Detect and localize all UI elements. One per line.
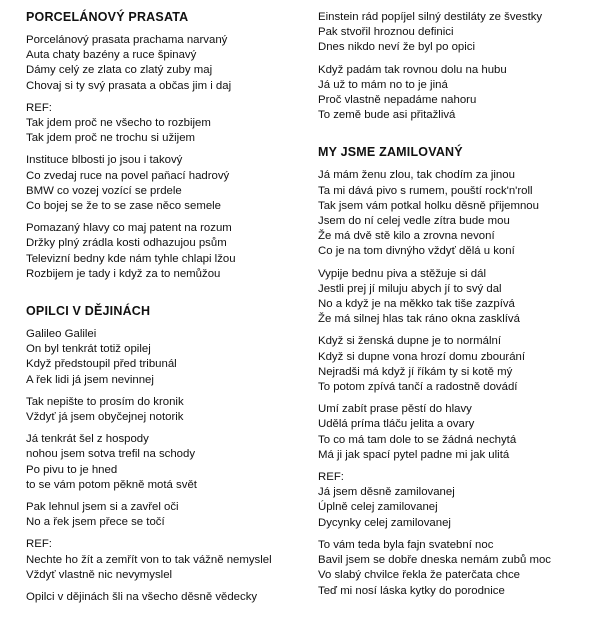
lyric-line: Instituce blbosti jo jsou i takový: [26, 154, 183, 167]
lyric-line: Tak jdem proč ne trochu si užijem: [26, 132, 196, 145]
lyric-line: Vo slabý chvilce řekla že paterčata chce: [318, 569, 520, 582]
lyric-line: Když padám tak rovnou dolu na hubu: [318, 63, 507, 76]
lyric-line: Nechte ho žít a zemřít von to tak vážně nemyslel: [26, 553, 272, 566]
lyric-line: Chovaj si ty svý prasata a občas jim i daj: [26, 79, 232, 92]
right-column: [318, 10, 594, 621]
lyric-line: Já mám ženu zlou, tak chodím za jinou: [318, 169, 515, 182]
lyric-line: Dnes nikdo neví že byl po opici: [318, 41, 476, 54]
song-my-jsme-zamilovany: [318, 145, 594, 598]
lyric-line: nohou jsem sotva trefil na schody: [26, 448, 196, 461]
lyric-line: To země bude asi přitažlivá: [318, 109, 456, 122]
lyric-line: Opilci v dějinách šli na všecho děsně vědecky: [26, 591, 258, 604]
stanza: [26, 221, 296, 282]
lyric-line: Jestli prej jí miluju abych jí to svý dal: [318, 282, 502, 295]
lyric-line: Dycynky celej zamilovanej: [318, 516, 451, 529]
song-porcelanovy-prasata: [26, 10, 296, 282]
stanza: [318, 63, 594, 124]
song-title: MY JSME ZAMILOVANÝ: [318, 145, 463, 160]
lyric-line: Porcelánový prasata prachama narvaný: [26, 34, 228, 46]
lyric-line: On byl tenkrát totiž opilej: [26, 343, 151, 356]
lyric-line: Dámy celý ze zlata co zlatý zuby maj: [26, 64, 213, 77]
lyric-line: Bavil jsem se dobře dneska nemám zubů moc: [318, 554, 551, 567]
lyric-line: Tak jdem proč ne všecho to rozbijem: [26, 117, 211, 130]
stanza: [26, 590, 296, 605]
stanza: [26, 537, 296, 583]
lyric-line: Televizní bedny kde nám tyhle chlapi lžou: [26, 252, 236, 265]
lyric-line: Po pivu to je hned: [26, 463, 118, 476]
lyric-line: No a když je na měkko tak tiše zazpívá: [318, 298, 515, 311]
lyric-line: REF:: [26, 101, 52, 114]
lyric-line: Ta mi dává pivo s rumem, pouští rock'n'roll: [318, 184, 533, 197]
stanza: [26, 101, 296, 147]
song-continuation: [318, 10, 594, 123]
lyric-line: Když si dupne vona hrozí domu zbourání: [318, 350, 526, 363]
stanza: [318, 168, 594, 259]
stanza: [318, 402, 594, 463]
lyric-line: Pak lehnul jsem si a zavřel oči: [26, 501, 179, 514]
lyric-line: Úplně celej zamilovanej: [318, 501, 438, 514]
lyric-line: No a řek jsem přece se točí: [26, 516, 165, 529]
lyric-line: Co zvedaj ruce na povel paňací hadrový: [26, 169, 230, 182]
lyric-line: Vždyť já jsem obyčejnej notorik: [26, 411, 184, 424]
stanza: [26, 33, 296, 94]
lyric-line: Galileo Galilei: [26, 328, 97, 341]
lyric-line: Pak stvořil hroznou definici: [318, 26, 454, 39]
lyric-line: Umí zabít prase pěstí do hlavy: [318, 403, 472, 416]
lyric-line: Tak jsem vám potkal holku děsně přijemnou: [318, 199, 539, 212]
lyric-line: Jsem do ní celej vedle zítra bude mou: [318, 215, 510, 228]
lyric-line: Když si ženská dupne je to normální: [318, 335, 501, 348]
lyric-line: Pomazaný hlavy co maj patent na rozum: [26, 222, 232, 235]
lyric-line: Proč vlastně nepadáme nahoru: [318, 94, 477, 107]
stanza: [318, 538, 594, 599]
stanza: [26, 432, 296, 493]
stanza: [26, 327, 296, 388]
lyric-line: Já už to mám no to je jiná: [318, 78, 448, 91]
lyric-line: Teď mi nosí láska kytky do porodnice: [318, 584, 505, 597]
lyric-line: Že má silnej hlas tak ráno okna zasklívá: [318, 313, 520, 326]
lyric-line: Vypije bednu piva a stěžuje si dál: [318, 267, 487, 280]
song-title: OPILCI V DĚJINÁCH: [26, 304, 151, 319]
lyric-line: To co má tam dole to se žádná nechytá: [318, 433, 517, 446]
lyric-line: Já jsem děsně zamilovanej: [318, 486, 455, 499]
stanza: [26, 153, 296, 214]
stanza: [318, 10, 594, 56]
stanza: [26, 500, 296, 530]
lyric-line: Vždyť vlastně nic nevymyslel: [26, 568, 173, 581]
lyric-line: Já tenkrát šel z hospody: [26, 433, 149, 446]
lyric-line: Udělá príma tláču jelita a ovary: [318, 418, 475, 431]
stanza: [318, 334, 594, 395]
lyric-line: REF:: [318, 471, 344, 484]
lyric-line: Einstein rád popíjel silný destiláty ze švestky: [318, 11, 543, 23]
lyric-line: Tak nepište to prosím do kronik: [26, 395, 184, 408]
stanza: [318, 470, 594, 531]
lyric-line: Co je na tom divnýho vždyť dělá u koní: [318, 245, 515, 258]
song-title: PORCELÁNOVÝ PRASATA: [26, 10, 189, 24]
lyric-line: A řek lidi já jsem nevinnej: [26, 373, 154, 386]
lyric-line: Co bojej se že to se zase něco semele: [26, 200, 222, 213]
lyric-line: BMW co vozej vozící se prdele: [26, 184, 182, 197]
lyric-line: Že má dvě stě kilo a zrovna nevoní: [318, 230, 495, 243]
lyric-line: Když předstoupil před tribunál: [26, 358, 177, 371]
lyric-line: to se vám potom pěkně motá svět: [26, 478, 197, 491]
lyric-line: Rozbijem je tady i když za to nemůžou: [26, 267, 221, 280]
left-column: [26, 10, 296, 627]
stanza: [318, 267, 594, 328]
lyric-line: To potom zpívá tančí a radostně dovádí: [318, 381, 518, 394]
song-opilci-v-dejinach: [26, 304, 296, 605]
stanza: [26, 395, 296, 425]
lyric-line: To vám teda byla fajn svatební noc: [318, 538, 494, 551]
lyric-line: Má ji jak spací pytel padne mi jak ulitá: [318, 448, 510, 461]
lyric-line: REF:: [26, 538, 52, 551]
lyric-line: Auta chaty bazény a ruce špinavý: [26, 49, 197, 62]
lyric-line: Nejradši má když jí říkám ty si kotě mý: [318, 365, 513, 378]
lyric-line: Držky plný zrádla kosti odhazujou psům: [26, 237, 227, 250]
